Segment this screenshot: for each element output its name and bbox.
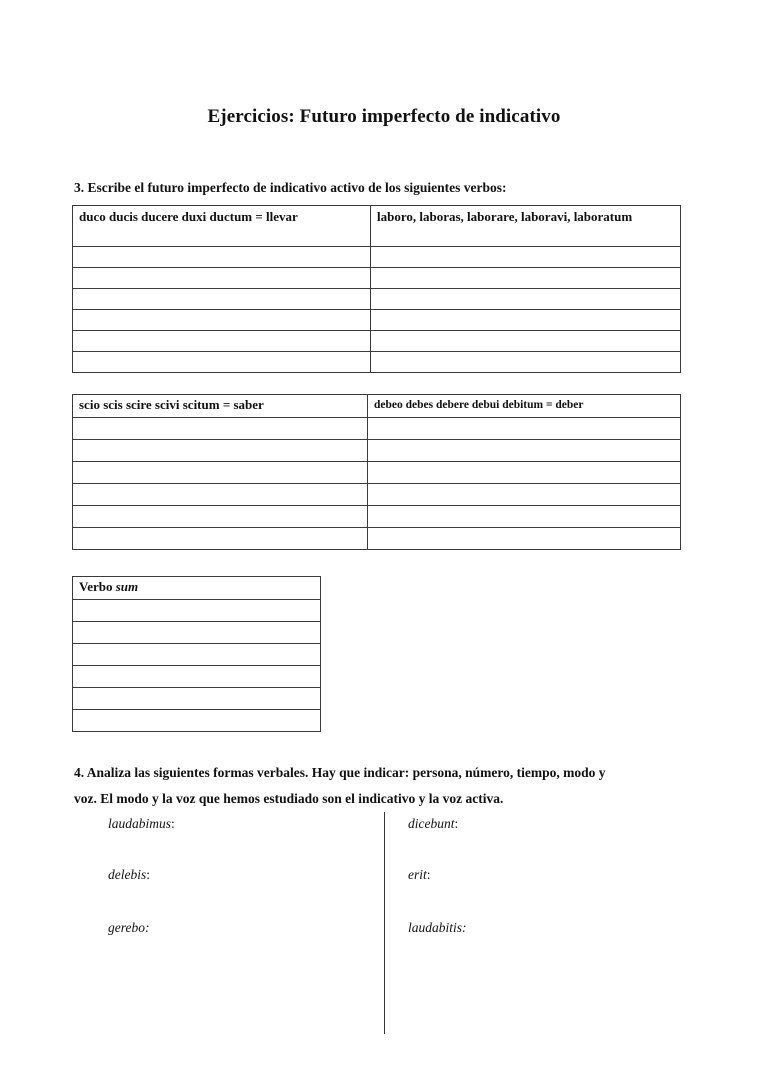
table-row [73,462,681,484]
table-header-sum [73,577,321,600]
table-row [73,506,681,528]
table-header-scio: scio scis scire scivi scitum = saber [73,395,368,418]
answer-cell[interactable] [73,506,368,528]
answer-cell[interactable] [73,247,371,268]
table-row [73,484,681,506]
verb-form-item [408,920,467,936]
table-row [73,600,321,622]
answer-cell[interactable] [73,268,371,289]
answer-cell[interactable] [73,528,368,550]
answer-cell[interactable] [368,528,681,550]
column-divider [384,812,385,1034]
verb-form: erit [408,867,427,882]
answer-cell[interactable] [73,666,321,688]
table-row [73,622,321,644]
exercise-4-instruction [74,760,694,812]
verb-form: gerebo: [108,920,150,935]
answer-cell[interactable] [368,462,681,484]
answer-cell[interactable] [73,484,368,506]
verb-form-item [108,816,175,832]
answer-cell[interactable] [73,644,321,666]
verb-form-item [108,867,150,883]
verb-form: delebis [108,867,147,882]
verb-form-item [408,867,431,883]
exercise-4-instruction-line-1: 4. Analiza las siguientes formas verbales. Hay que indicar: persona, número, tiempo, modo y [74,765,606,780]
verb-form-colon: : [426,867,431,882]
verb-form-colon: : [146,867,151,882]
verb-form-colon: : [171,816,175,831]
answer-cell[interactable] [368,506,681,528]
verb-form: laudabimus [108,816,172,831]
answer-cell[interactable] [73,418,368,440]
answer-cell[interactable] [73,289,371,310]
table-header-sum-prefix: Verbo [79,579,116,594]
answer-cell[interactable] [73,710,321,732]
answer-cell[interactable] [73,462,368,484]
answer-cell[interactable] [371,289,681,310]
conjugation-table-duco-laboro [72,205,681,373]
conjugation-table-scio-debeo [72,394,681,550]
answer-cell[interactable] [371,247,681,268]
answer-cell[interactable] [371,331,681,352]
table-row [73,331,681,352]
answer-cell[interactable] [371,268,681,289]
table-row [73,688,321,710]
verb-form: dicebunt [408,816,455,831]
answer-cell[interactable] [73,688,321,710]
answer-cell[interactable] [73,331,371,352]
verb-form: laudabitis: [408,920,467,935]
table-row [73,666,321,688]
exercise-4-instruction-line-2: voz. El modo y la voz que hemos estudiado son el indicativo y la voz activa. [74,791,504,806]
answer-cell[interactable] [371,352,681,373]
answer-cell[interactable] [73,622,321,644]
table-header-debeo: debeo debes debere debui debitum = deber [368,395,681,418]
conjugation-table-sum [72,576,321,732]
table-row [73,352,681,373]
table-row [73,310,681,331]
answer-cell[interactable] [368,440,681,462]
answer-cell[interactable] [73,352,371,373]
answer-cell[interactable] [73,440,368,462]
table-row [73,644,321,666]
table-row [73,268,681,289]
table-row [73,418,681,440]
table-row [73,528,681,550]
exercise-3-instruction: 3. Escribe el futuro imperfecto de indicativo activo de los siguientes verbos: [74,180,507,195]
verb-form-item [408,816,458,832]
table-row [73,247,681,268]
table-header-laboro: laboro, laboras, laborare, laboravi, laboratum [371,206,681,247]
table-row [73,710,321,732]
table-row [73,289,681,310]
table-header-duco: duco ducis ducere duxi ductum = llevar [73,206,371,247]
verb-form-colon: : [454,816,459,831]
table-row [73,440,681,462]
table-header-sum-verb: sum [115,579,139,594]
answer-cell[interactable] [368,418,681,440]
page-title: Ejercicios: Futuro imperfecto de indicativo [207,106,561,127]
answer-cell[interactable] [73,310,371,331]
answer-cell[interactable] [73,600,321,622]
answer-cell[interactable] [371,310,681,331]
answer-cell[interactable] [368,484,681,506]
verb-form-item [108,920,149,936]
